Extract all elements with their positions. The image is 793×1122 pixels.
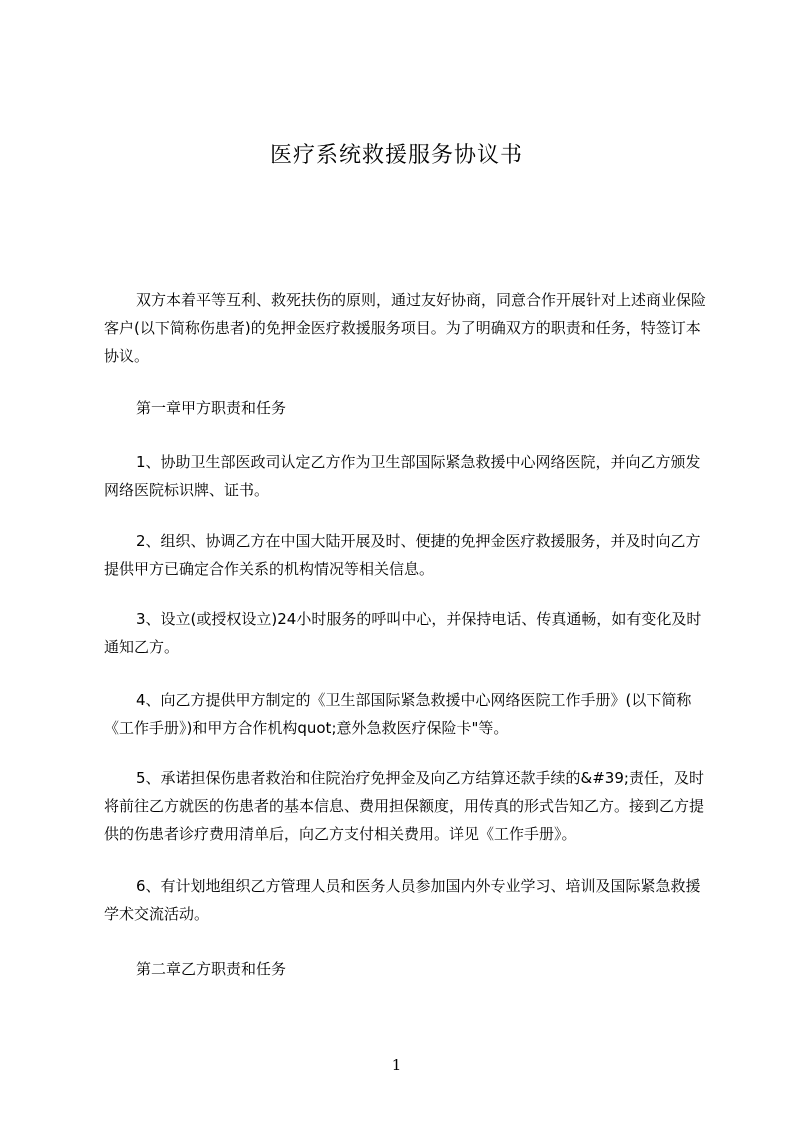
chapter-1-heading: 第一章甲方职责和任务: [136, 399, 287, 417]
document-title: 医疗系统救援服务协议书: [269, 143, 523, 168]
clause-2: 2、组织、协调乙方在中国大陆开展及时、便捷的免押金医疗救援服务，并及时向乙方提供甲方已确定合作关系的机构情况等相关信息。: [104, 532, 701, 578]
intro-paragraph: 双方本着平等互利、救死扶伤的原则，通过友好协商，同意合作开展针对上述商业保险客户(以下简称伤患者)的免押金医疗救援服务项目。为了明确双方的职责和任务，特签订本协议。: [104, 291, 707, 365]
clause-6: 6、有计划地组织乙方管理人员和医务人员参加国内外专业学习、培训及国际紧急救援学术交流活动。: [104, 877, 701, 923]
clause-4: 4、向乙方提供甲方制定的《卫生部国际紧急救援中心网络医院工作手册》(以下简称《工作手册》)和甲方合作机构quot;意外急救医疗保险卡"等。: [104, 691, 692, 737]
clause-1: 1、协助卫生部医政司认定乙方作为卫生部国际紧急救援中心网络医院，并向乙方颁发网络医院标识牌、证书。: [104, 453, 701, 499]
page-number: 1: [391, 1056, 402, 1074]
clause-3: 3、设立(或授权设立)24小时服务的呼叫中心，并保持电话、传真通畅，如有变化及时通知乙方。: [104, 610, 702, 656]
chapter-2-heading: 第二章乙方职责和任务: [136, 960, 287, 978]
clause-5: 5、承诺担保伤患者救治和住院治疗免押金及向乙方结算还款手续的&#39;责任，及时将前往乙方就医的伤患者的基本信息、费用担保额度，用传真的形式告知乙方。接到乙方提供的伤患者诊疗费用清单后，向乙方支付相关费用。详见《工作手册》。: [104, 769, 705, 843]
